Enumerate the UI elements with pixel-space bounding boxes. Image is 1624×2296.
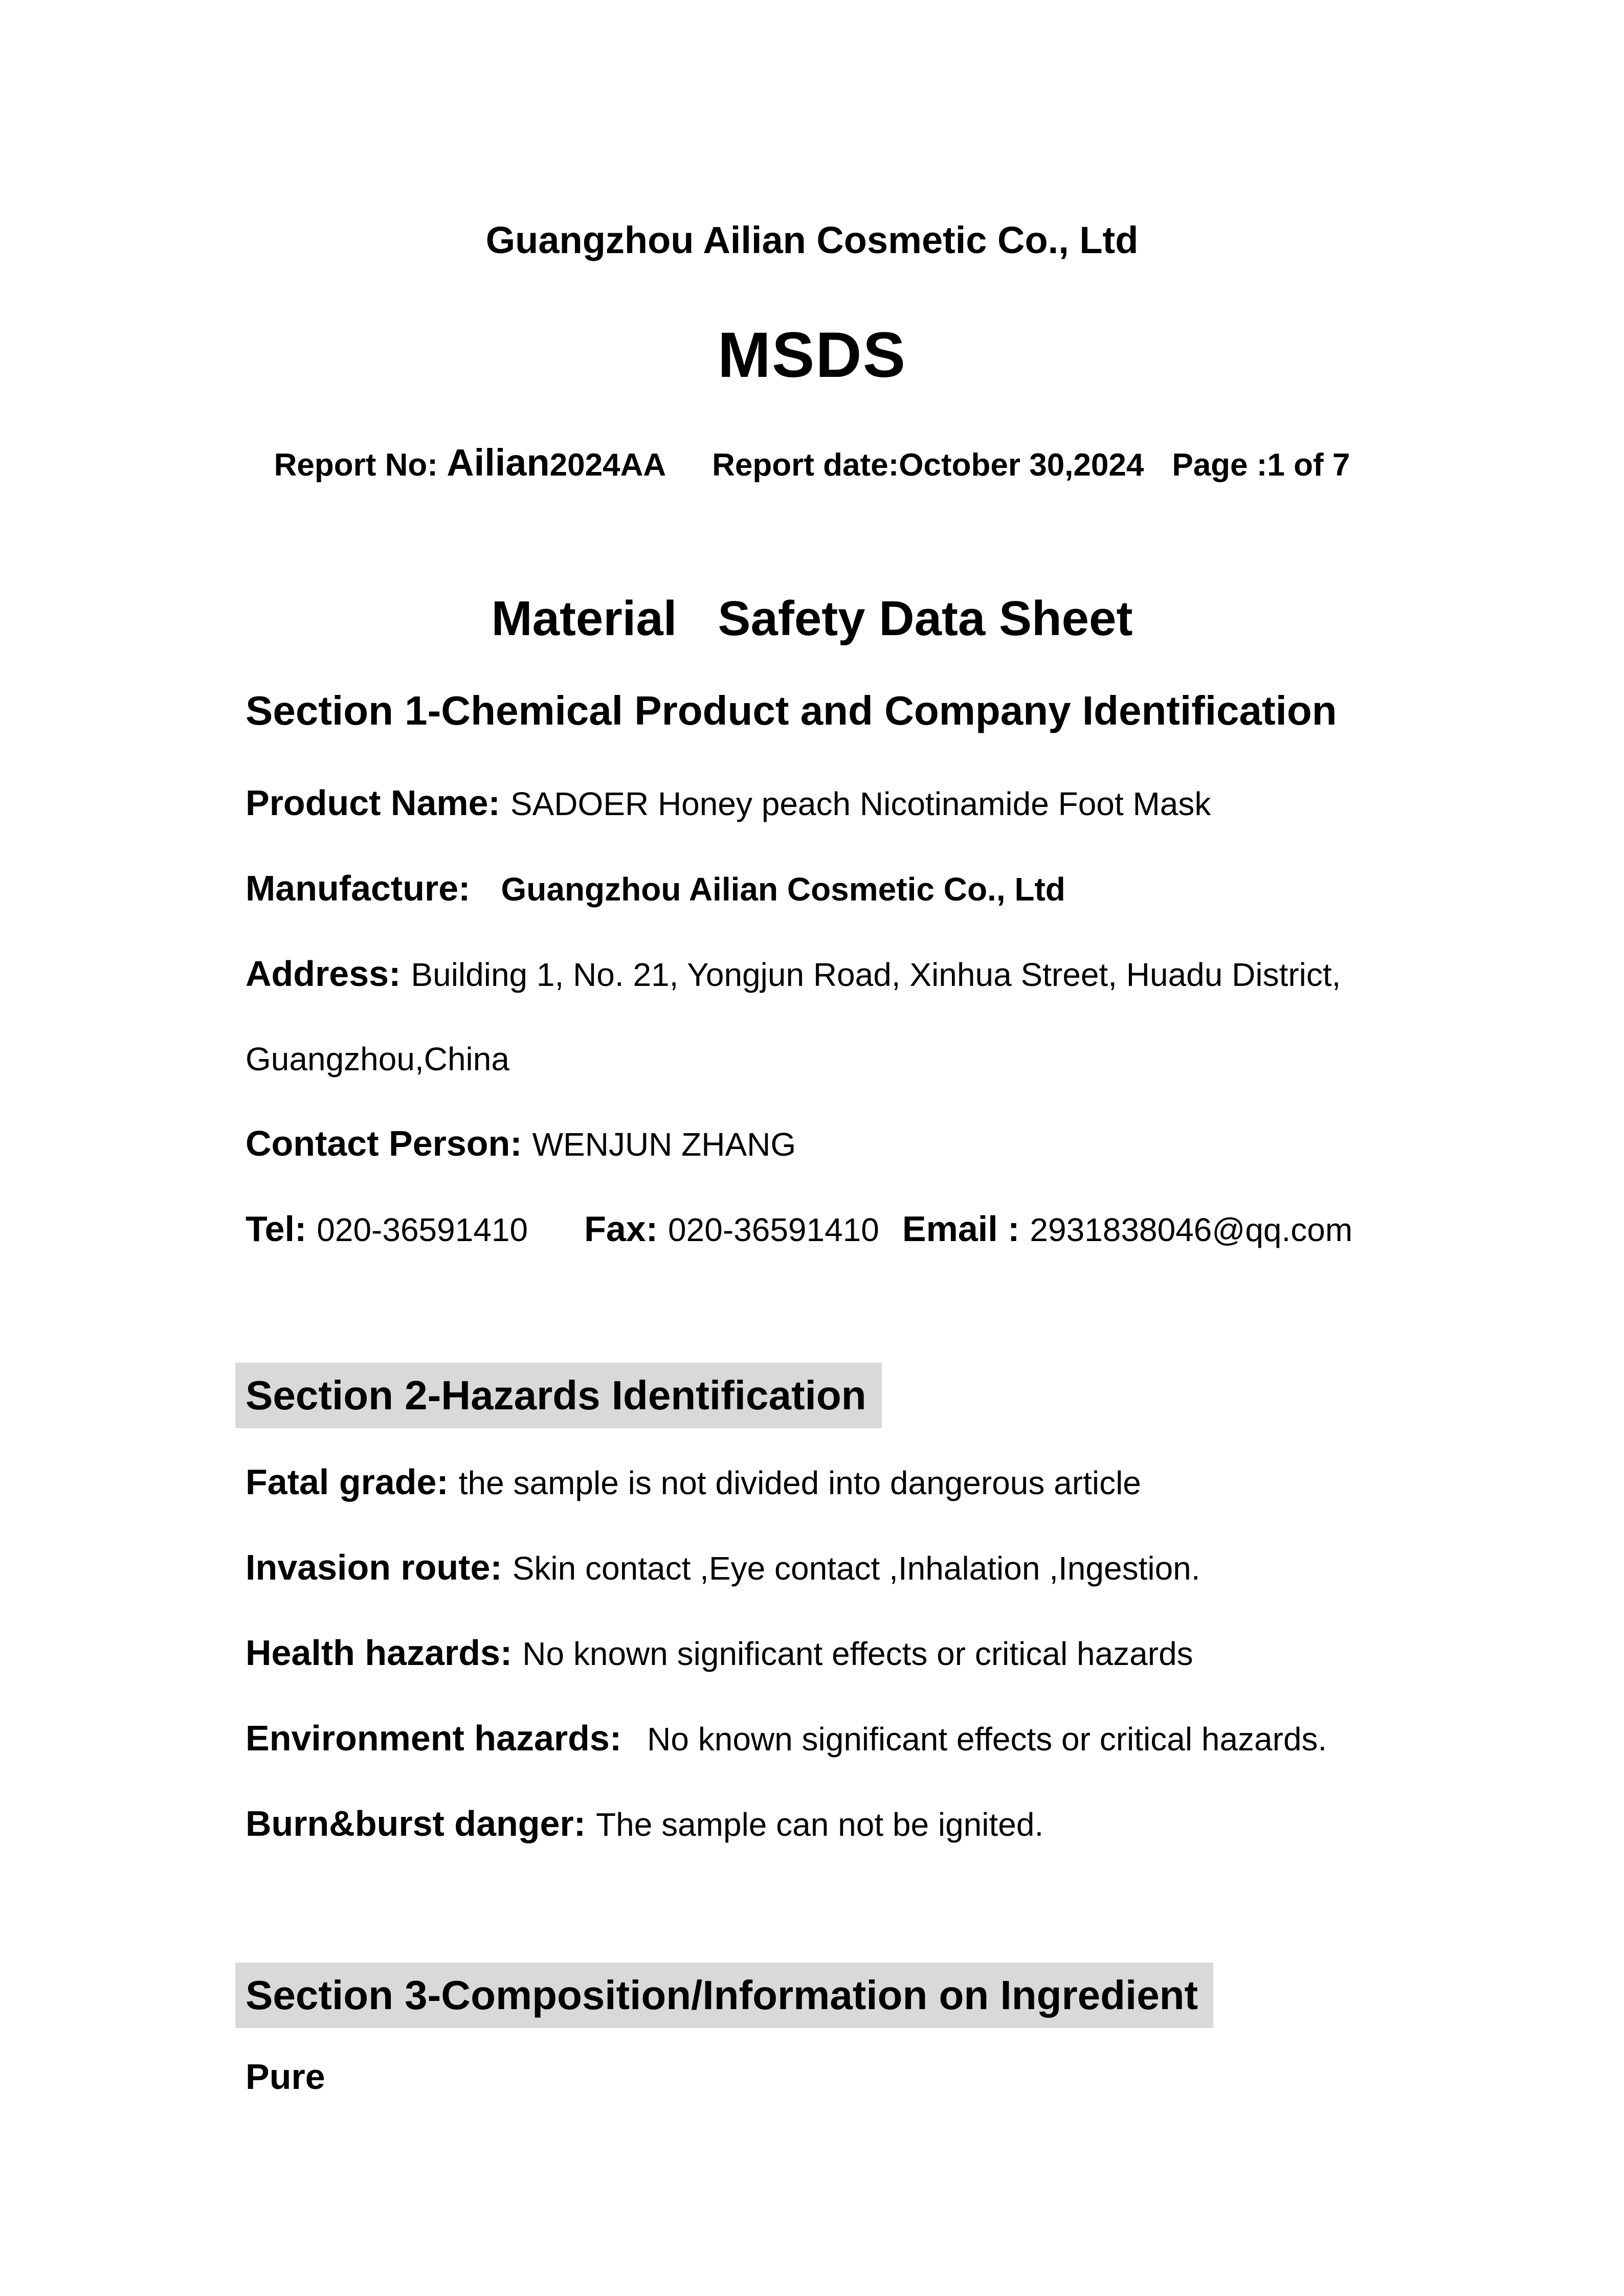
environment-hazards-value: No known significant effects or critical hazards. bbox=[647, 1721, 1327, 1758]
invasion-route-label: Invasion route: bbox=[246, 1547, 502, 1587]
phone-contact-row bbox=[246, 1201, 1378, 1258]
manufacture-row bbox=[246, 860, 1378, 917]
report-no-label: Report No: bbox=[274, 447, 447, 483]
address-row-line2 bbox=[246, 1031, 1378, 1087]
address-label: Address: bbox=[246, 954, 401, 994]
fatal-grade-row bbox=[246, 1454, 1378, 1511]
burn-burst-value: The sample can not be ignited. bbox=[596, 1806, 1044, 1843]
burn-burst-row bbox=[246, 1795, 1378, 1853]
product-name-label: Product Name: bbox=[246, 783, 500, 823]
fax-label: Fax: bbox=[584, 1209, 658, 1249]
address-row bbox=[246, 946, 1378, 1003]
invasion-route-value: Skin contact ,Eye contact ,Inhalation ,Ingestion. bbox=[512, 1550, 1200, 1587]
health-hazards-label: Health hazards: bbox=[246, 1633, 513, 1673]
product-name-value: SADOER Honey peach Nicotinamide Foot Mask bbox=[510, 785, 1211, 822]
tel-value: 020-36591410 bbox=[317, 1211, 528, 1248]
email-label: Email : bbox=[902, 1209, 1020, 1249]
report-no-code: 2024AA bbox=[549, 447, 666, 483]
company-header: Guangzhou Ailian Cosmetic Co., Ltd bbox=[485, 219, 1139, 261]
invasion-route-row bbox=[246, 1539, 1378, 1596]
report-date: Report date:October 30,2024 bbox=[712, 447, 1144, 483]
tel-label: Tel: bbox=[246, 1209, 307, 1249]
product-name-row bbox=[246, 775, 1378, 832]
fatal-grade-label: Fatal grade: bbox=[246, 1462, 449, 1502]
address-value-line1: Building 1, No. 21, Yongjun Road, Xinhua Street, Huadu District, bbox=[411, 956, 1341, 993]
email-value: 2931838046@qq.com bbox=[1030, 1211, 1353, 1248]
section3-heading-row bbox=[246, 1963, 1378, 2028]
health-hazards-row bbox=[246, 1625, 1378, 1682]
section2-heading: Section 2-Hazards Identification bbox=[235, 1363, 882, 1428]
environment-hazards-row bbox=[246, 1710, 1378, 1767]
section3-heading: Section 3-Composition/Information on Ingredient bbox=[235, 1963, 1213, 2028]
fax-value: 020-36591410 bbox=[668, 1211, 879, 1248]
report-info-line bbox=[246, 440, 1378, 488]
health-hazards-value: No known significant effects or critical hazards bbox=[522, 1635, 1193, 1672]
pure-row bbox=[246, 2049, 1378, 2106]
contact-person-row bbox=[246, 1115, 1378, 1173]
burn-burst-label: Burn&burst danger: bbox=[246, 1804, 586, 1843]
report-no-brand: Ailian bbox=[447, 441, 550, 484]
contact-person-label: Contact Person: bbox=[246, 1123, 522, 1163]
fatal-grade-value: the sample is not divided into dangerous article bbox=[458, 1465, 1141, 1501]
manufacture-value: Guangzhou Ailian Cosmetic Co., Ltd bbox=[501, 871, 1065, 908]
section2-heading-row bbox=[246, 1363, 1378, 1428]
sheet-title: Material Safety Data Sheet bbox=[491, 591, 1133, 646]
page-indicator: Page :1 of 7 bbox=[1172, 447, 1350, 483]
pure-label: Pure bbox=[246, 2057, 325, 2097]
section1-heading: Section 1-Chemical Product and Company Identification bbox=[246, 688, 1337, 733]
doc-title: MSDS bbox=[717, 320, 907, 391]
address-value-line2: Guangzhou,China bbox=[246, 1041, 509, 1077]
environment-hazards-label: Environment hazards: bbox=[246, 1718, 622, 1758]
contact-person-value: WENJUN ZHANG bbox=[532, 1126, 796, 1163]
manufacture-label: Manufacture: bbox=[246, 868, 471, 908]
